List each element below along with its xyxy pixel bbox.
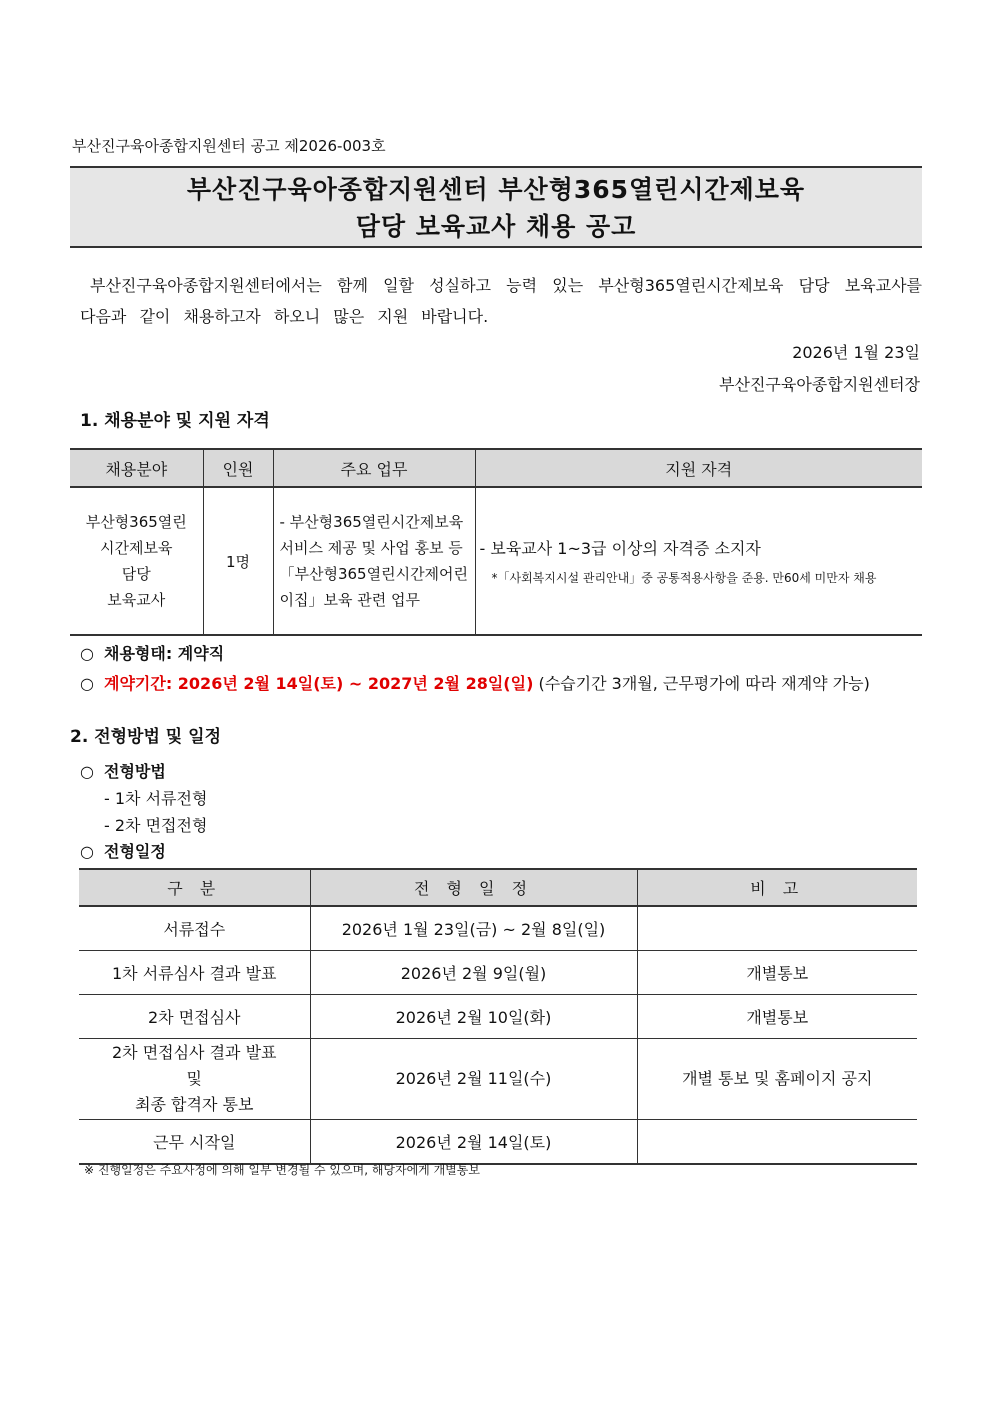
header-qualification: 지원 자격 [475,449,922,487]
header-field: 채용분야 [70,449,203,487]
announcement-date: 2026년 1월 23일 [792,343,920,362]
note-cell: 개별 통보 및 홈페이지 공지 [637,1039,917,1120]
item-line: 및 [186,1069,202,1088]
schedule-item [80,839,166,862]
circle-bullet-icon: ○ [80,842,94,861]
method-item [80,759,166,782]
employment-type-text: 채용형태: 계약직 [104,644,225,663]
table-row [79,995,917,1039]
intro-paragraph: 부산진구육아종합지원센터에서는 함께 일할 성실하고 능력 있는 부산형365열린시간제보육 담당 보육교사를 다음과 같이 채용하고자 하오니 많은 지원 바랍니다. [80,276,922,326]
contract-period-item [80,671,870,694]
item-cell: 근무 시작일 [79,1120,310,1165]
table-row [79,951,917,995]
item-cell [79,1039,310,1120]
item-cell: 1차 서류심사 결과 발표 [79,951,310,995]
method-step-1: - 1차 서류전형 [104,789,208,808]
schedule-table [79,868,917,1165]
header-duties: 주요 업무 [273,449,475,487]
date-cell: 2026년 2월 11일(수) [310,1039,637,1120]
title-line-2: 담당 보육교사 채용 공고 [355,212,637,241]
date-cell: 2026년 2월 10일(화) [310,995,637,1039]
header-schedule: 전 형 일 정 [310,869,637,906]
contract-period-note: (수습기간 3개월, 근무평가에 따라 재계약 가능) [538,674,870,693]
table-row [79,1120,917,1165]
note-cell [637,906,917,951]
field-line: 시간제보육 [100,539,173,557]
table-row [79,906,917,951]
circle-bullet-icon: ○ [80,762,94,781]
qualification-text: - 보육교사 1~3급 이상의 자격증 소지자 [479,539,761,558]
method-step-2: - 2차 면접전형 [104,816,208,835]
schedule-footnote: ※ 진행일정은 주요사정에 의해 일부 변경될 수 있으며, 해당자에게 개별통보 [84,1163,480,1177]
date-cell: 2026년 2월 14일(토) [310,1120,637,1165]
method-label: 전형방법 [104,762,166,781]
header-category: 구 분 [79,869,310,906]
title-banner [70,166,922,248]
qualification-table [70,448,922,636]
section-1-heading: 1. 채용분야 및 지원 자격 [80,411,270,431]
date-cell: 2026년 2월 9일(월) [310,951,637,995]
note-cell: 개별통보 [637,995,917,1039]
header-remarks: 비 고 [637,869,917,906]
table-row [79,1039,917,1120]
item-line: 최종 합격자 통보 [135,1095,254,1114]
field-cell [70,487,203,635]
note-cell [637,1120,917,1165]
title-line-1: 부산진구육아종합지원센터 부산형365열린시간제보육 [186,175,806,204]
table-header-row [79,869,917,906]
contract-period-text: 계약기간: 2026년 2월 14일(토) ~ 2027년 2월 28일(일) [104,674,534,693]
schedule-label: 전형일정 [104,842,166,861]
circle-bullet-icon: ○ [80,644,94,663]
table-row [70,487,922,635]
qualification-note: *「사회복지시설 관리안내」중 공통적용사항을 준용. 만60세 미만자 채용 [491,571,877,585]
date-cell: 2026년 1월 23일(금) ~ 2월 8일(일) [310,906,637,951]
item-cell: 서류접수 [79,906,310,951]
field-line: 보육교사 [107,591,166,609]
field-line: 담당 [121,565,151,583]
item-line: 2차 면접심사 결과 발표 [111,1043,277,1062]
circle-bullet-icon: ○ [80,674,94,693]
duties-cell: - 부산형365열린시간제보육서비스 제공 및 사업 홍보 등 「부산형365열린시간제어린이집」보육 관련 업무 [273,487,475,635]
item-cell: 2차 면접심사 [79,995,310,1039]
issuer-name: 부산진구육아종합지원센터장 [719,375,920,394]
qualification-cell [475,487,922,635]
table-header-row [70,449,922,487]
count-cell: 1명 [203,487,273,635]
note-cell: 개별통보 [637,951,917,995]
field-line: 부산형365열린 [85,513,187,531]
section-2-heading: 2. 전형방법 및 일정 [70,727,221,747]
header-count: 인원 [203,449,273,487]
announcement-number: 부산진구육아종합지원센터 공고 제2026-003호 [72,137,386,155]
employment-type-item [80,641,224,664]
